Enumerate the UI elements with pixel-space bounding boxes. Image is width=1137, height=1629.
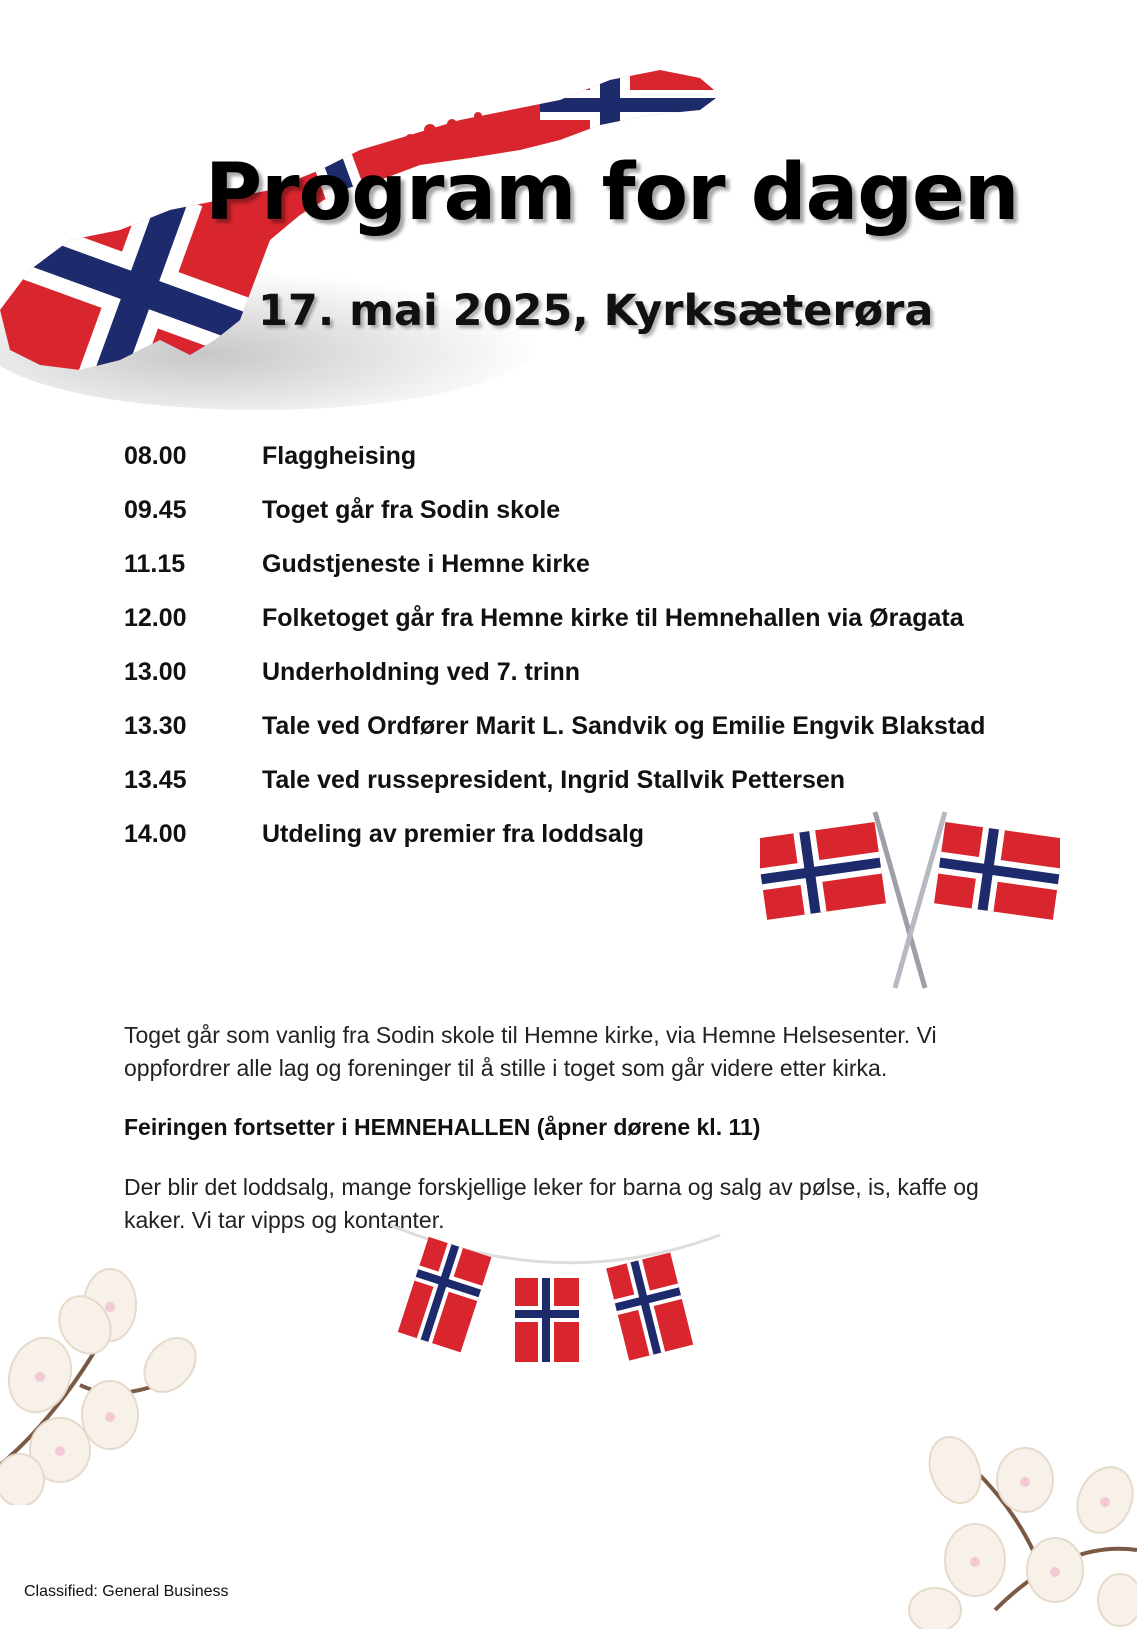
schedule-time: 11.15: [124, 550, 186, 578]
schedule-time: 13.00: [124, 658, 187, 686]
schedule-row: [124, 550, 1024, 604]
schedule-row: [124, 442, 1024, 496]
schedule-time: 08.00: [124, 442, 187, 470]
info-paragraph-hemnehallen: Feiringen fortsetter i HEMNEHALLEN (åpner dørene kl. 11): [124, 1114, 761, 1140]
classification-label: Classified: General Business: [24, 1583, 229, 1600]
info-paragraph-activities: Der blir det loddsalg, mange forskjellige leker for barna og salg av pølse, is, kaffe og kaker. Vi tar vipps og kontanter.: [124, 1174, 979, 1233]
schedule-row: [124, 712, 1024, 766]
white-magnolia-blossom-icon: [0, 1265, 210, 1505]
schedule-event: Underholdning ved 7. trinn: [262, 658, 581, 686]
info-paragraph-procession: Toget går som vanlig fra Sodin skole til Hemne kirke, via Hemne Helsesenter. Vi oppfordrer alle lag og foreninger til å stille i toget som går videre etter kirka.: [124, 1022, 937, 1081]
schedule-time: 12.00: [124, 604, 187, 632]
schedule-row: [124, 604, 1024, 658]
schedule-time: 09.45: [124, 496, 187, 524]
schedule-event: Gudstjeneste i Hemne kirke: [262, 550, 590, 578]
schedule-row: [124, 658, 1024, 712]
schedule-time: 13.45: [124, 766, 187, 794]
schedule-time: 14.00: [124, 820, 187, 848]
schedule-event: Tale ved Ordfører Marit L. Sandvik og Emilie Engvik Blakstad: [262, 712, 986, 740]
schedule-event: Utdeling av premier fra loddsalg: [262, 820, 645, 848]
norwegian-flag-bunting-icon: [390, 1220, 730, 1370]
schedule-event: Tale ved russepresident, Ingrid Stallvik Pettersen: [262, 766, 846, 794]
white-magnolia-blossom-icon: [905, 1430, 1137, 1629]
page-title: Program for dagen: [205, 148, 1019, 238]
schedule-time: 13.30: [124, 712, 187, 740]
schedule-row: [124, 496, 1024, 550]
schedule-event: Folketoget går fra Hemne kirke til Hemnehallen via Øragata: [262, 604, 964, 632]
crossed-norwegian-flags-icon: [760, 810, 1060, 990]
schedule-event: Toget går fra Sodin skole: [262, 496, 561, 524]
schedule-event: Flaggheising: [262, 442, 417, 470]
page-subtitle: 17. mai 2025, Kyrksæterøra: [258, 286, 934, 336]
